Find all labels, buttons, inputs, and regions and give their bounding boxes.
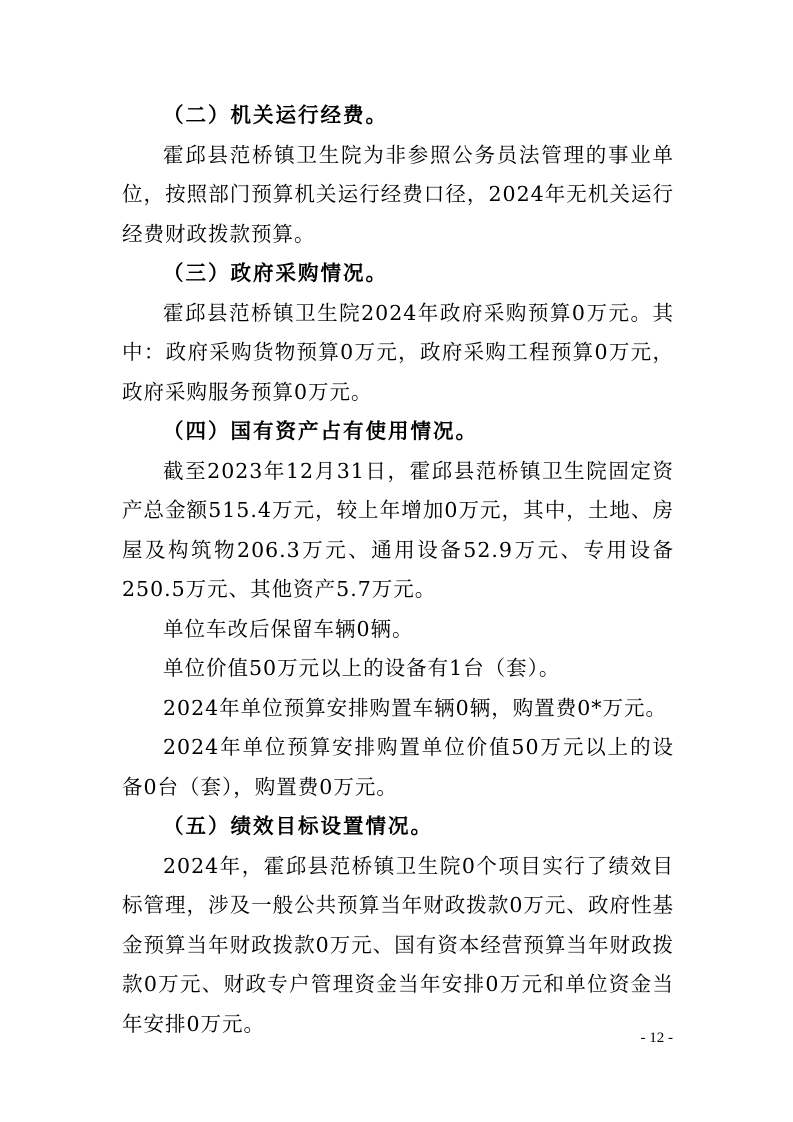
heading-performance-goals: （五）绩效目标设置情况。 bbox=[163, 814, 433, 838]
document-page bbox=[122, 96, 674, 1044]
paragraph-fixed-assets: 截至2023年12月31日，霍邱县范桥镇卫生院固定资产总金额515.4万元，较上年增加0万元，其中，土地、房屋及构筑物206.3万元、通用设备52.9万元、专用设备250.5万元、其他资产5.7万元。 bbox=[122, 458, 674, 601]
heading-operating-expenses: （二）机关运行经费。 bbox=[163, 103, 388, 127]
page-number: - 12 - bbox=[640, 1030, 673, 1046]
paragraph-performance-goals: 2024年，霍邱县范桥镇卫生院0个项目实行了绩效目标管理，涉及一般公共预算当年财政拨款0万元、政府性基金预算当年财政拨款0万元、国有资本经营预算当年财政拨款0万元、财政专户管理资金当年安排0万元和单位资金当年安排0万元。 bbox=[122, 853, 674, 1036]
paragraph-retained-vehicles: 单位车改后保留车辆0辆。 bbox=[163, 616, 414, 641]
paragraph-vehicle-purchase: 2024年单位预算安排购置车辆0辆，购置费0*万元。 bbox=[163, 695, 668, 720]
paragraph-government-procurement: 霍邱县范桥镇卫生院2024年政府采购预算0万元。其中：政府采购货物预算0万元，政府采购工程预算0万元，政府采购服务预算0万元。 bbox=[122, 300, 674, 404]
paragraph-equipment-purchase: 2024年单位预算安排购置单位价值50万元以上的设备0台（套），购置费0万元。 bbox=[122, 735, 674, 799]
heading-state-assets: （四）国有资产占有使用情况。 bbox=[163, 419, 478, 443]
paragraph-major-equipment: 单位价值50万元以上的设备有1台（套）。 bbox=[163, 656, 561, 680]
heading-government-procurement: （三）政府采购情况。 bbox=[163, 261, 388, 285]
paragraph-operating-expenses: 霍邱县范桥镇卫生院为非参照公务员法管理的事业单位，按照部门预算机关运行经费口径，2024年无机关运行经费财政拨款预算。 bbox=[122, 142, 674, 246]
